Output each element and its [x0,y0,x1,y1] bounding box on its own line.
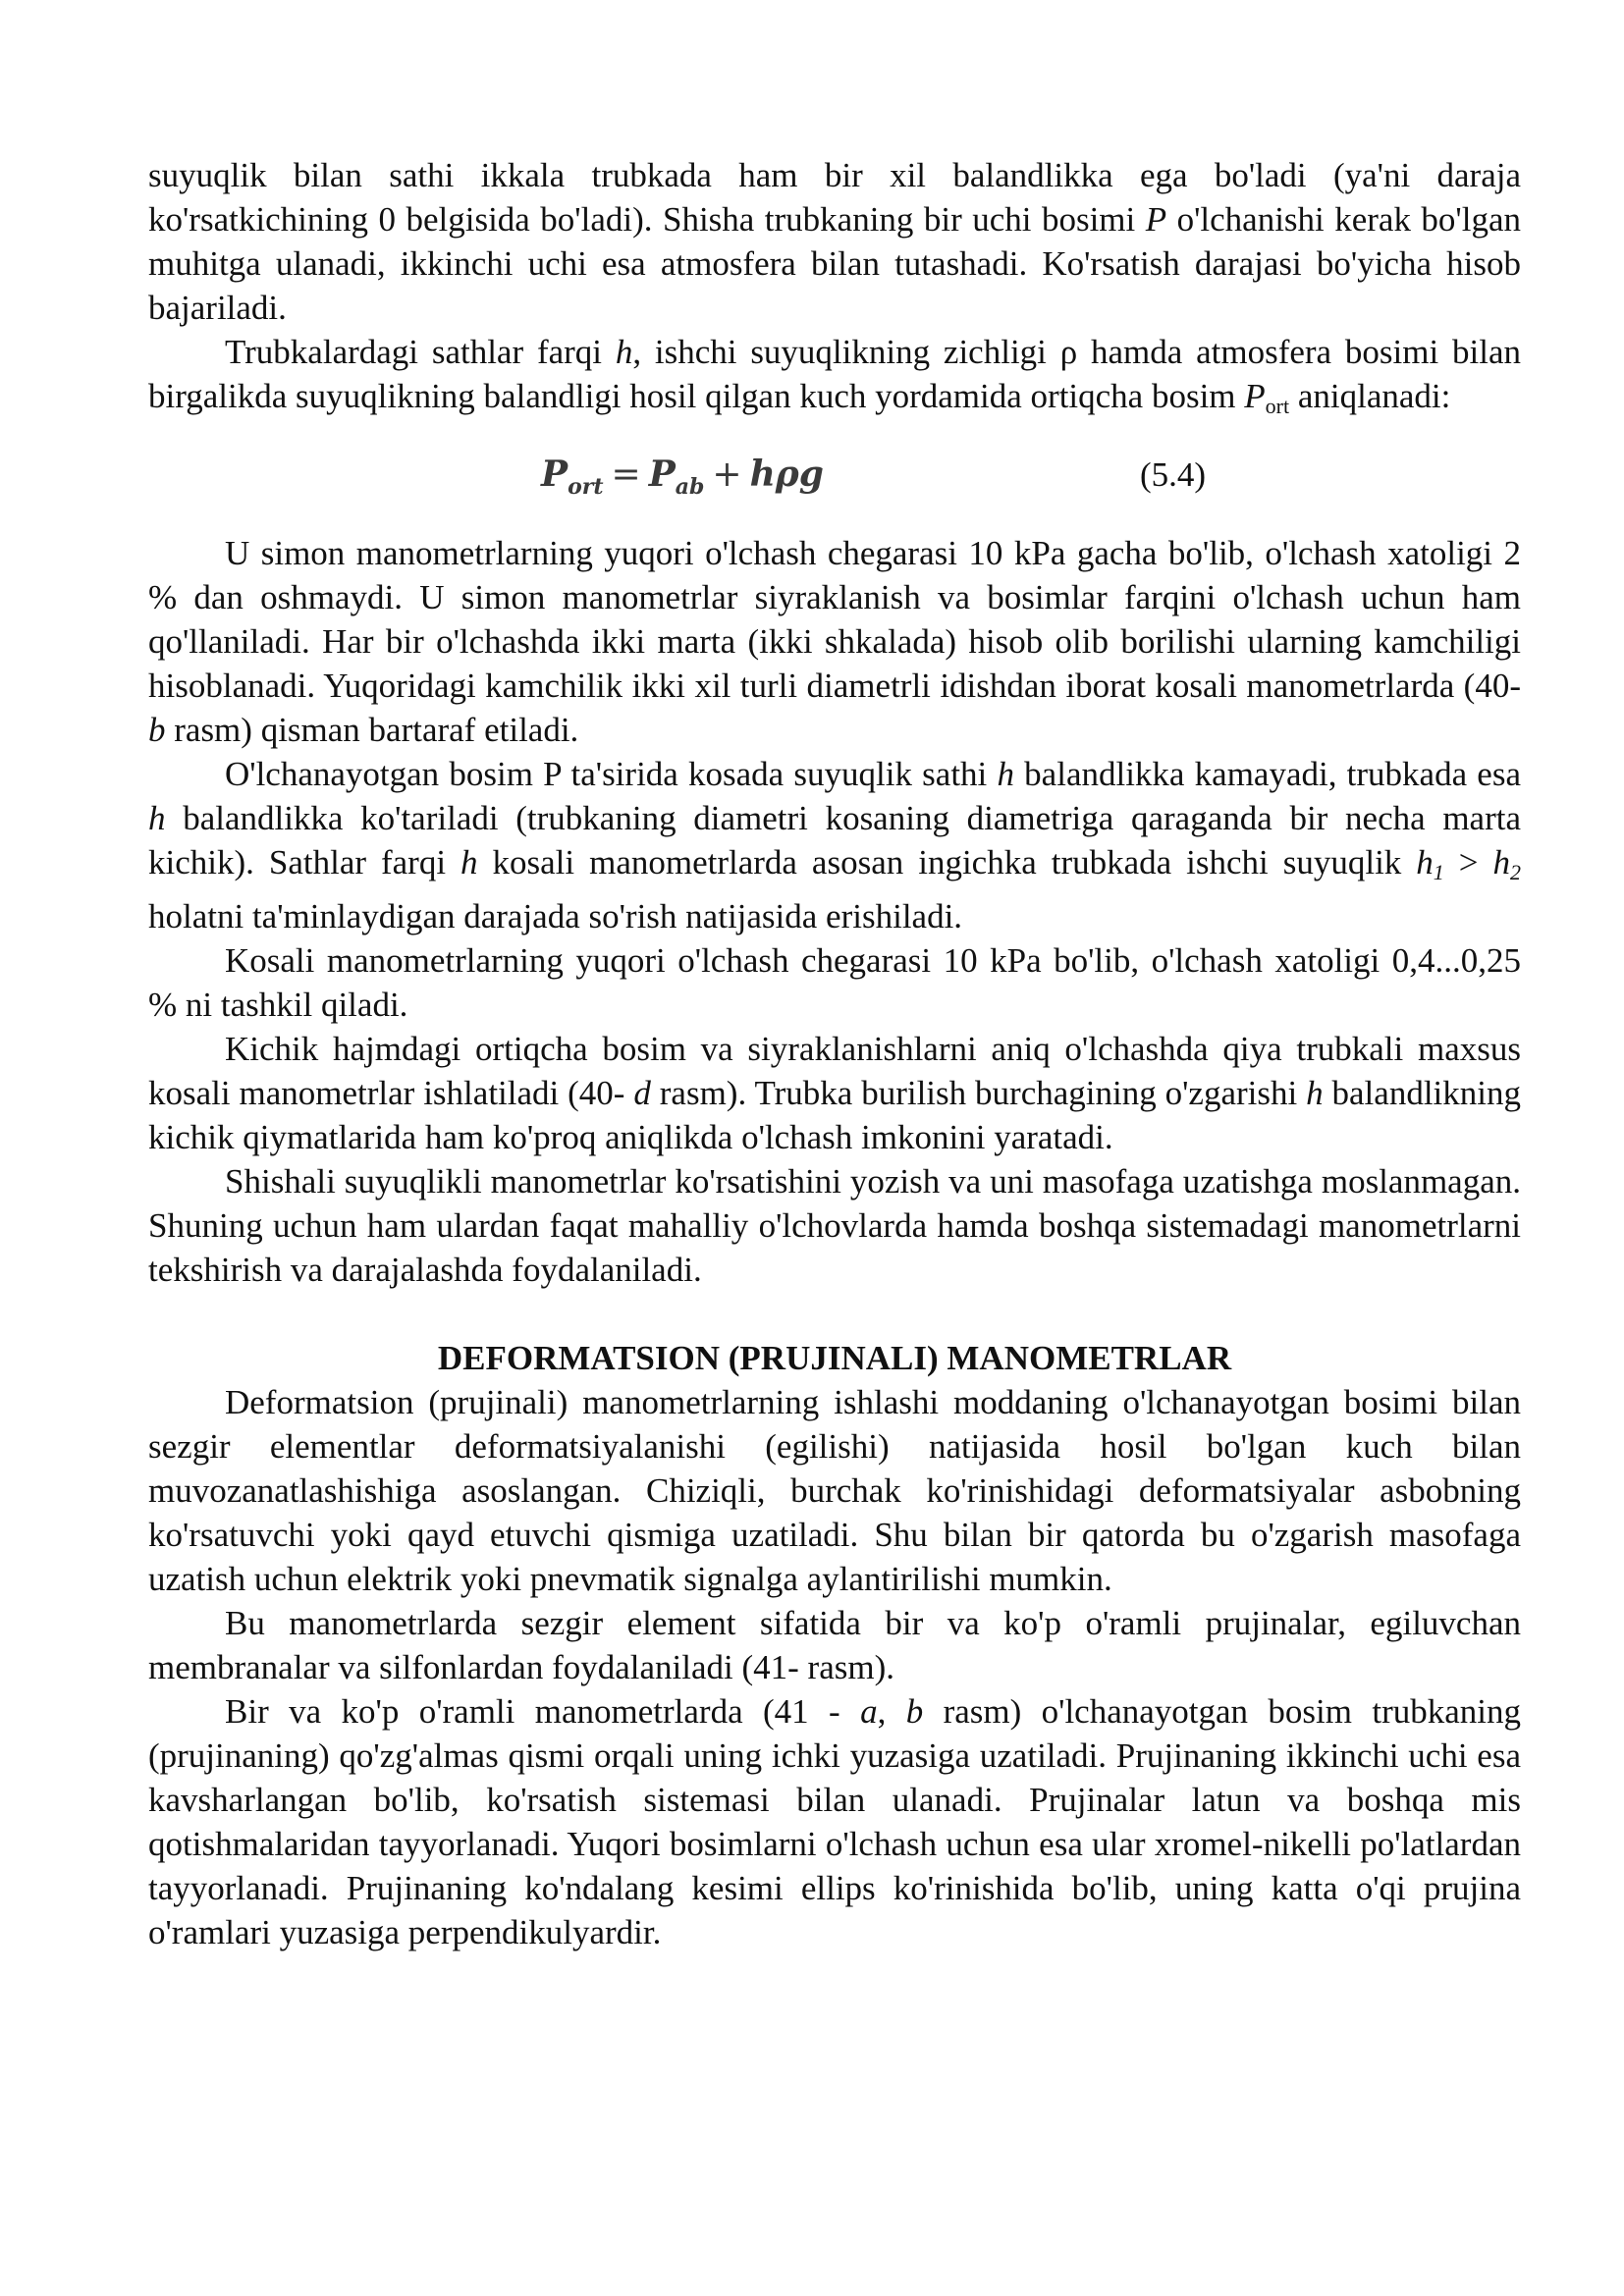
equation-number: (5.4) [1140,455,1207,494]
paragraph-intro: suyuqlik bilan sathi ikkala trubkada ham bir xil balandlikka ega bo'ladi (ya'ni daraja ko'rsatkichining 0 belgisida bo'ladi). Shisha trubkaning bir uchi bosimi P o'lchanishi kerak bo'lgan muhitga ulanadi, ikkinchi uchi esa atmosfera bilan tutashadi. Ko'rsatish darajasi bo'yicha hisob bajariladi. [148,156,1521,327]
paragraph-glass-manometers: Shishali suyuqlikli manometrlar ko'rsatishini yozish va uni masofaga uzatishga moslanmagan. Shuning uchun ham ulardan faqat mahalliy o'lchovlarda hamda boshqa sistemadagi manometrlarni tekshirish va darajalashda foydalaniladi. [148,1162,1521,1289]
paragraph-spring-manometers: Bir va ko'p o'ramli manometrlarda (41 - a, b rasm) o'lchanayotgan bosim trubkaning (prujinaning) qo'zg'almas qismi orqali uning ichki yuzasiga uzatiladi. Prujinaning ikkinchi uchi esa kavsharlangan bo'lib, ko'rsatish sistemasi bilan ulanadi. Prujinalar latun va boshqa mis qotishmalaridan tayyorlanadi. Yuqori bosimlarni o'lchash uchun esa ular xromel-nikelli po'latlardan tayyorlanadi. Prujinaning ko'ndalang kesimi ellips ko'rinishida bo'lib, uning katta o'qi prujina o'ramlari yuzasiga perpendikulyardir. [148,1692,1522,1951]
var-p: P [1145,200,1167,239]
subscript-ort: ort [1265,394,1290,418]
equation-5-4: $P_{ort} = P_{ab} + h\rho g$ [541,454,824,500]
paragraph-cup-range: Kosali manometrlarning yuqori o'lchash chegarasi 10 kPa bo'lib, o'lchash xatoligi 0,4...0,25 % ni tashkil qiladi. [148,941,1521,1024]
equation-row [148,433,1521,521]
paragraph-sensitive-elements: Bu manometrlarda sezgir element sifatida bir va ko'p o'ramli prujinalar, egiluvchan membranalar va silfonlardan foydalaniladi (41- rasm). [148,1604,1521,1686]
paragraph-u-manometers: U simon manometrlarning yuqori o'lchash chegarasi 10 kPa gacha bo'lib, o'lchash xatoligi 2 % dan oshmaydi. U simon manometrlar siyraklanish va bosimlar farqini o'lchash uchun ham qo'llaniladi. Har bir o'lchashda ikki marta (ikki shkalada) hisob olib borilishi ularning kamchiligi hisoblanadi. Yuqoridagi kamchilik ikki xil turli diametrli idishdan iborat kosali manometrlarda (40- b rasm) qisman bartaraf etiladi. [148,534,1521,749]
paragraph-level-difference: Trubkalardagi sathlar farqi h, ishchi suyuqlikning zichligi ρ hamda atmosfera bosimi bilan birgalikda suyuqlikning balandligi hosil qilgan kuch yordamida ortiqcha bosim Port aniqlanadi: [148,333,1521,418]
var-h: h [615,333,633,371]
section-heading: DEFORMATSION (PRUJINALI) MANOMETRLAR [437,1339,1232,1377]
paragraph-deformation-intro: Deformatsion (prujinali) manometrlarning ishlashi moddaning o'lchanayotgan bosimi bilan sezgir elementlar deformatsiyalanishi (egilishi) natijasida hosil bo'lgan kuch bilan muvozanatlashishiga asoslangan. Chiziqli, burchak ko'rinishidagi deformatsiyalar asbobning ko'rsatuvchi yoki qayd etuvchi qismiga uzatiladi. Shu bilan bir qatorda bu o'zgarish masofaga uzatish uchun elektrik yoki pnevmatik signalga aylantirilishi mumkin. [148,1383,1521,1598]
paragraph-inclined-tube: Kichik hajmdagi ortiqcha bosim va siyraklanishlarni aniq o'lchashda qiya trubkali maxsus kosali manometrlar ishlatiladi (40- d rasm). Trubka burilish burchagining o'zgarishi h balandlikning kichik qiymatlarida ham ko'proq aniqlikda o'lchash imkonini yaratadi. [148,1030,1521,1156]
var-p: P [1244,377,1266,415]
paragraph-cup-level: O'lchanayotgan bosim P ta'sirida kosada suyuqlik sathi h balandlikka kamayadi, trubkada esa h balandlikka ko'tariladi (trubkaning diametri kosaning diametriga qaraganda bir necha marta kichik). Sathlar farqi h kosali manometrlarda asosan ingichka trubkada ishchi suyuqlik h1 > h2 holatni ta'minlaydigan darajada so'rish natijasida erishiladi. [148,755,1521,935]
document-page [148,153,1521,1954]
